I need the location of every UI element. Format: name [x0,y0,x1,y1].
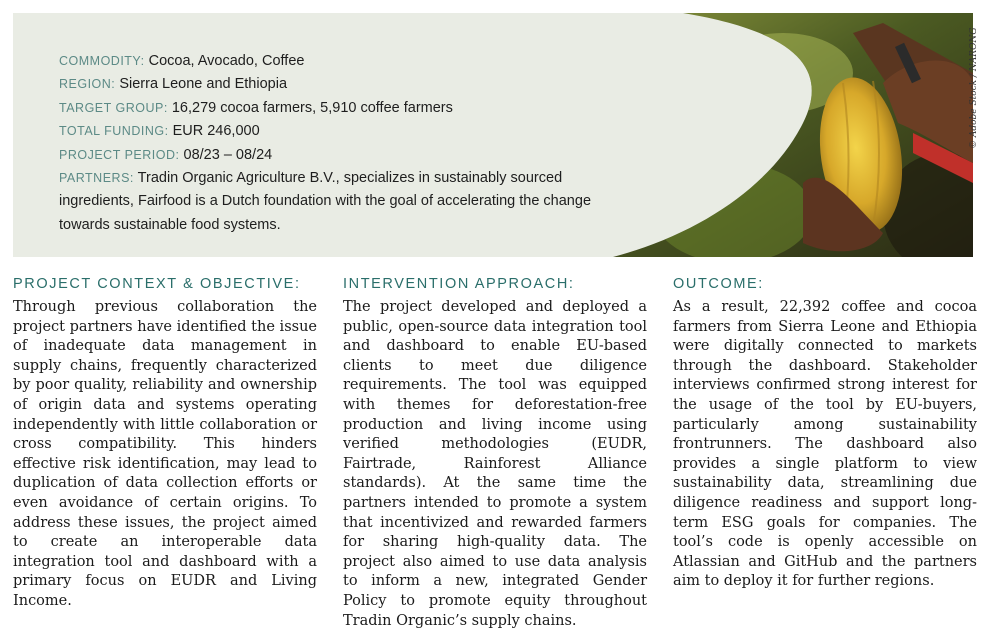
project-facts-panel [13,13,973,257]
fact-label: REGION: [59,77,116,92]
cocoa-pod-photo [553,13,973,257]
section-body: The project developed and deployed a public, open-source data integration tool and dashboard to enable EU-based clients to meet due diligence requirements. The tool was equipped with themes for deforestation-free production and living income using verified methodologies (EUDR, Fairtrade, Rainforest Alliance standards). At the same time the partners intended to promote a system that incentivized and rewarded farmers for sharing high-quality data. The project also aimed to use data analysis to inform a new, integrated Gender Policy to promote equity throughout Tradin Organic’s supply chains. [343,299,647,629]
section-outcome [673,276,977,592]
fact-label: TOTAL FUNDING: [59,124,169,139]
section-body: Through previous collaboration the project partners have identified the issue of inadequate data management in supply chains, frequently characterized by poor quality, reliability and ownership of origin data and systems operating independently with little collaboration or cross compatibility. This hinders effective risk identification, may lead to duplication of data collection efforts or even avoidance of certain origins. To address these issues, the project aimed to create an interoperable data integration tool and dashboard with a primary focus on EUDR and Living Income. [13,299,317,609]
section-intervention [343,276,647,631]
fact-value: Cocoa, Avocado, Coffee [148,53,305,69]
section-heading: OUTCOME: [673,276,764,292]
section-heading: PROJECT CONTEXT & OBJECTIVE: [13,276,301,292]
fact-project-period [59,144,619,167]
fact-label: TARGET GROUP: [59,100,168,115]
fact-label: COMMODITY: [59,54,145,68]
photo-credit [955,15,987,155]
project-facts [59,50,619,237]
fact-total-funding [59,120,619,143]
fact-label: PROJECT PERIOD: [59,147,180,162]
fact-target-group [59,97,619,120]
fact-value: 08/23 – 08/24 [183,146,273,163]
fact-commodity [59,50,619,73]
fact-value: Tradin Organic Agriculture B.V., specializes in sustainably sourced ingredients, Fairfood is a Dutch foundation with the goal of accelerating the change towards sustainable food systems. [59,170,592,233]
section-context [13,276,317,612]
fact-value: Sierra Leone and Ethiopia [119,76,288,93]
fact-label: PARTNERS: [59,171,134,186]
section-body: As a result, 22,392 coffee and cocoa farmers from Sierra Leone and Ethiopia were digitally connected to markets through the dashboard. Stakeholder interviews confirmed strong interest for the usage of the tool by EU-buyers, particularly among sustainability frontrunners. The dashboard also provides a single platform to view sustainability data, streamlining due diligence readiness and support long-term ESG goals for companies. The tool’s code is openly accessible on Atlassian and GitHub and the partners aim to deploy it for further regions. [673,299,977,590]
fact-partners [59,167,619,237]
section-heading: INTERVENTION APPROACH: [343,276,575,292]
photo-credit-text: © Adobe Stock / NARONG [969,27,979,149]
fact-value: 16,279 cocoa farmers, 5,910 coffee farmers [171,99,453,116]
fact-value: EUR 246,000 [172,123,260,140]
fact-region [59,73,619,96]
